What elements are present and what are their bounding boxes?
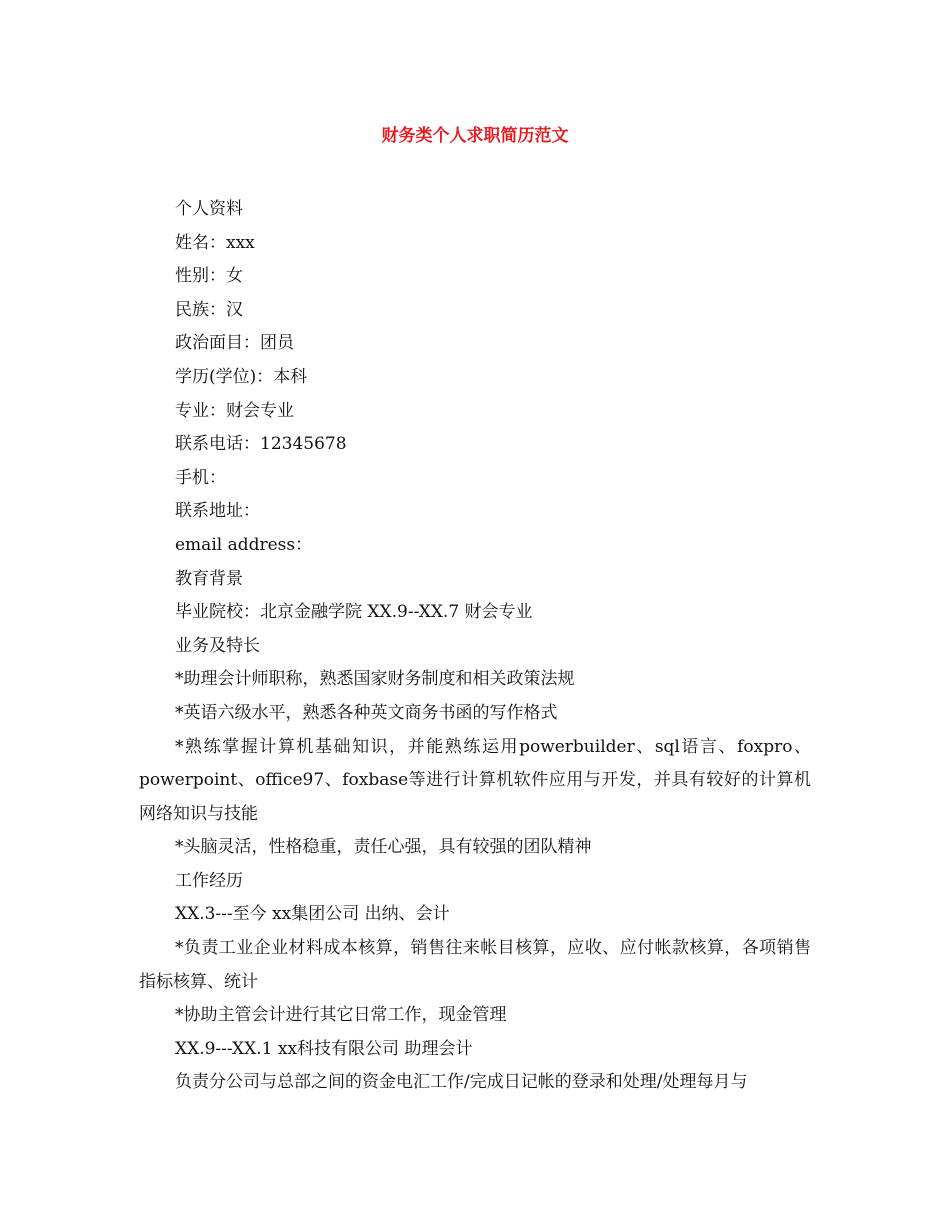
document-title: 财务类个人求职简历范文 xyxy=(381,126,569,146)
section-heading-work-experience: 工作经历 xyxy=(175,870,243,891)
job-entry-heading: XX.3---至今 xx集团公司 出纳、会计 xyxy=(175,904,450,925)
skill-item: *熟练掌握计算机基础知识，并能熟练运用powerbuilder、sql语言、foxpro、powerpoint、office97、foxbase等进行计算机软件应用与开发，并具有较好的计算机网络知识与技能 xyxy=(139,736,811,824)
skill-item: *头脑灵活，性格稳重，责任心强，具有较强的团队精神 xyxy=(175,837,592,858)
field-email: email address： xyxy=(175,534,313,555)
job-duty-item: *协助主管会计进行其它日常工作，现金管理 xyxy=(175,1005,507,1026)
document-body xyxy=(139,193,811,1100)
section-heading-skills: 业务及特长 xyxy=(175,635,260,656)
skill-item: *助理会计师职称，熟悉国家财务制度和相关政策法规 xyxy=(175,669,575,690)
field-political-status: 政治面目：团员 xyxy=(175,333,294,354)
field-major: 专业：财会专业 xyxy=(175,400,294,421)
field-gender: 性别：女 xyxy=(175,266,243,287)
field-education-degree: 学历(学位)：本科 xyxy=(175,366,308,387)
section-heading-personal-info: 个人资料 xyxy=(175,199,243,219)
section-heading-education: 教育背景 xyxy=(175,568,243,589)
field-phone: 联系电话：12345678 xyxy=(175,434,347,455)
job-entry-heading: XX.9---XX.1 xx科技有限公司 助理会计 xyxy=(175,1038,473,1059)
skill-item: *英语六级水平，熟悉各种英文商务书函的写作格式 xyxy=(175,702,558,723)
field-school: 毕业院校：北京金融学院 XX.9--XX.7 财会专业 xyxy=(175,602,533,623)
job-duty-item: *负责工业企业材料成本核算，销售往来帐目核算，应收、应付帐款核算，各项销售指标核算、统计 xyxy=(139,938,811,992)
field-name: 姓名：xxx xyxy=(175,232,255,253)
job-duty-item: 负责分公司与总部之间的资金电汇工作/完成日记帐的登录和处理/处理每月与 xyxy=(175,1072,748,1093)
field-address: 联系地址： xyxy=(175,501,260,522)
field-ethnicity: 民族：汉 xyxy=(175,299,243,320)
field-mobile: 手机： xyxy=(175,467,226,488)
